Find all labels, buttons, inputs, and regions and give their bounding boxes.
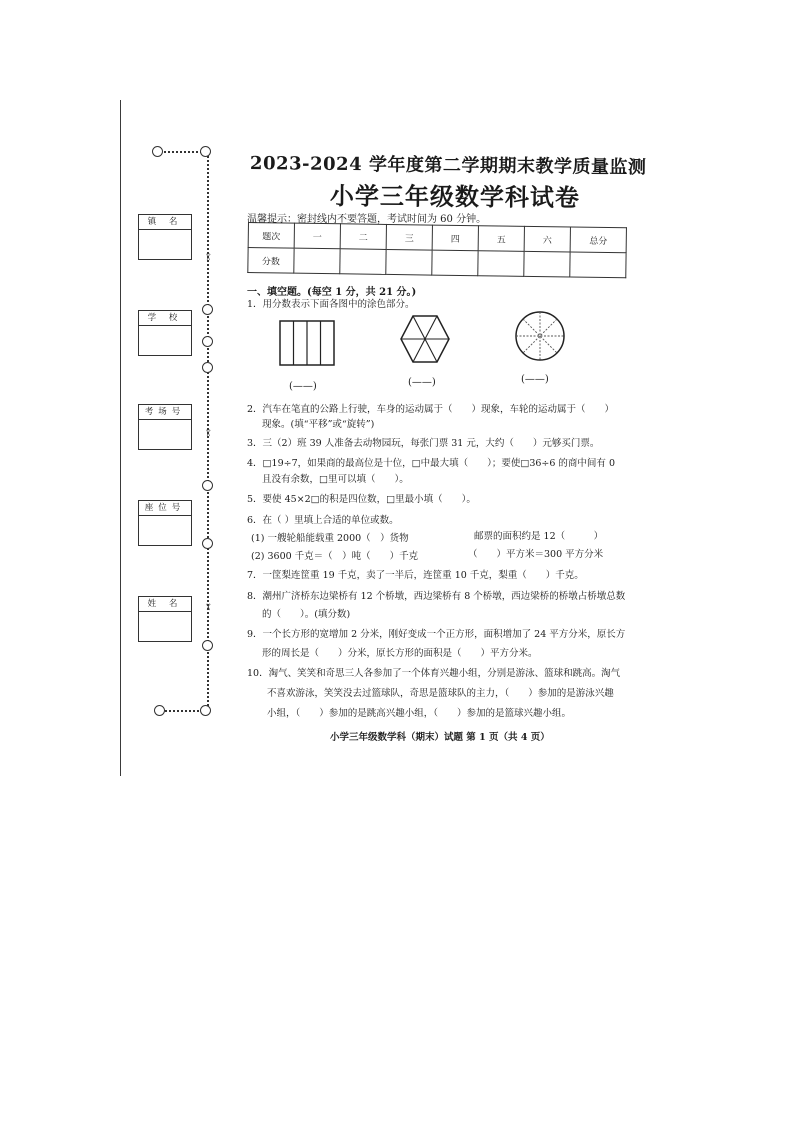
- question-6-2b: （ ）平方米＝300 平方分米: [468, 549, 604, 560]
- punch-hole-icon: [202, 362, 213, 373]
- question-2: 2．汽车在笔直的公路上行驶，车身的运动属于（ ）现象，车轮的运动属于（ ）: [247, 404, 615, 415]
- field-school[interactable]: 学 校: [138, 310, 192, 356]
- page-edge-line: [120, 100, 121, 776]
- score-input[interactable]: [386, 249, 432, 275]
- field-exam-room[interactable]: 考场号: [138, 404, 192, 450]
- score-cell: 五: [478, 226, 524, 252]
- exam-hint: 温馨提示：密封线内不要答题，考试时间为 60 分钟。: [247, 214, 487, 225]
- question-8: 8．潮州广济桥东边梁桥有 12 个桥墩，西边梁桥有 8 个桥墩，西边梁桥的桥墩占桥墩总数: [247, 591, 626, 602]
- question-6-1a: (1) 一艘轮船能载重 2000（ ）货物: [251, 533, 409, 544]
- punch-hole-icon: [200, 146, 211, 157]
- score-input[interactable]: [570, 252, 626, 278]
- score-cell: 题次: [248, 223, 294, 249]
- question-9: 9．一个长方形的宽增加 2 分米，刚好变成一个正方形，面积增加了 24 平方分米，原长方: [247, 629, 626, 640]
- question-7: 7．一筐梨连筐重 19 千克，卖了一半后，连筐重 10 千克，梨重（ ）千克。: [247, 570, 584, 581]
- score-cell: 一: [294, 223, 340, 249]
- question-4-cont: 且没有余数，□里可以填（ ）。: [262, 474, 409, 485]
- score-input[interactable]: [432, 250, 478, 276]
- score-cell: 六: [524, 226, 570, 252]
- question-3: 3．三（2）班 39 人准备去动物园玩，每张门票 31 元，大约（ ）元够买门票。: [247, 438, 600, 449]
- question-4: 4．□19÷7，如果商的最高位是十位，□中最大填（ ）；要使□36÷6 的商中间有 0: [247, 458, 615, 469]
- question-5: 5．要使 45×2□的积是四位数，□里最小填（ ）。: [247, 494, 476, 505]
- scissors-icon: ✂: [201, 253, 212, 261]
- score-cell: 总分: [570, 227, 626, 253]
- punch-hole-icon: [202, 640, 213, 651]
- field-name[interactable]: 姓 名: [138, 596, 192, 642]
- score-cell: 四: [432, 225, 478, 251]
- circle-figure: [514, 310, 566, 362]
- score-input[interactable]: [478, 251, 524, 277]
- score-cell: 三: [386, 224, 432, 250]
- answer-blank[interactable]: (——): [408, 377, 436, 388]
- question-1: 1．用分数表示下面各图中的涂色部分。: [247, 299, 415, 310]
- score-cell: 二: [340, 224, 386, 250]
- question-2-cont: 现象。(填“平移”或“旋转”): [262, 419, 375, 430]
- score-input[interactable]: [294, 248, 340, 274]
- score-input[interactable]: [340, 249, 386, 275]
- punch-hole-icon: [152, 146, 163, 157]
- answer-blank[interactable]: (——): [289, 381, 317, 392]
- exam-subtitle: 小学三年级数学科试卷: [329, 181, 581, 212]
- question-10-cont2: 小组，（ ）参加的是跳高兴趣小组，（ ）参加的是篮球兴趣小组。: [267, 708, 572, 719]
- scissors-icon: ✂: [201, 429, 212, 437]
- question-6-1b: 邮票的面积约是 12（ ）: [474, 531, 604, 542]
- score-table-value-row: [248, 248, 626, 278]
- question-9-cont: 形的周长是（ ）分米，原长方形的面积是（ ）平方分米。: [262, 648, 538, 659]
- field-town[interactable]: 镇 名: [138, 214, 192, 260]
- field-seat-number[interactable]: 座位号: [138, 500, 192, 546]
- question-10-cont: 不喜欢游泳，笑笑没去过篮球队，奇思是篮球队的主力，（ ）参加的是游泳兴趣: [267, 688, 614, 699]
- punch-hole-icon: [202, 538, 213, 549]
- score-cell: 分数: [248, 248, 294, 274]
- question-8-cont: 的（ ）。(填分数): [262, 609, 351, 620]
- punch-hole-icon: [154, 705, 165, 716]
- rectangle-figure: [279, 320, 335, 366]
- section-heading: 一、填空题。(每空 1 分，共 21 分。): [247, 287, 417, 298]
- question-6-2a: (2) 3600 千克＝（ ）吨（ ）千克: [251, 551, 419, 562]
- punch-hole-icon: [202, 480, 213, 491]
- punch-hole-icon: [200, 705, 211, 716]
- score-input[interactable]: [524, 251, 570, 277]
- punch-hole-icon: [202, 304, 213, 315]
- page-footer: 小学三年级数学科（期末）试题 第 1 页（共 4 页）: [330, 732, 550, 743]
- score-table: [247, 222, 627, 278]
- exam-title: 2023-2024 学年度第二学期期末教学质量监测: [249, 153, 647, 179]
- scissors-icon: ✂: [201, 603, 212, 611]
- question-10: 10．淘气、笑笑和奇思三人各参加了一个体育兴趣小组，分别是游泳、篮球和跳高。淘气: [247, 668, 621, 679]
- question-6: 6．在（ ）里填上合适的单位或数。: [247, 515, 399, 526]
- hexagon-figure: [399, 313, 451, 365]
- answer-blank[interactable]: (——): [521, 374, 549, 385]
- punch-hole-icon: [202, 336, 213, 347]
